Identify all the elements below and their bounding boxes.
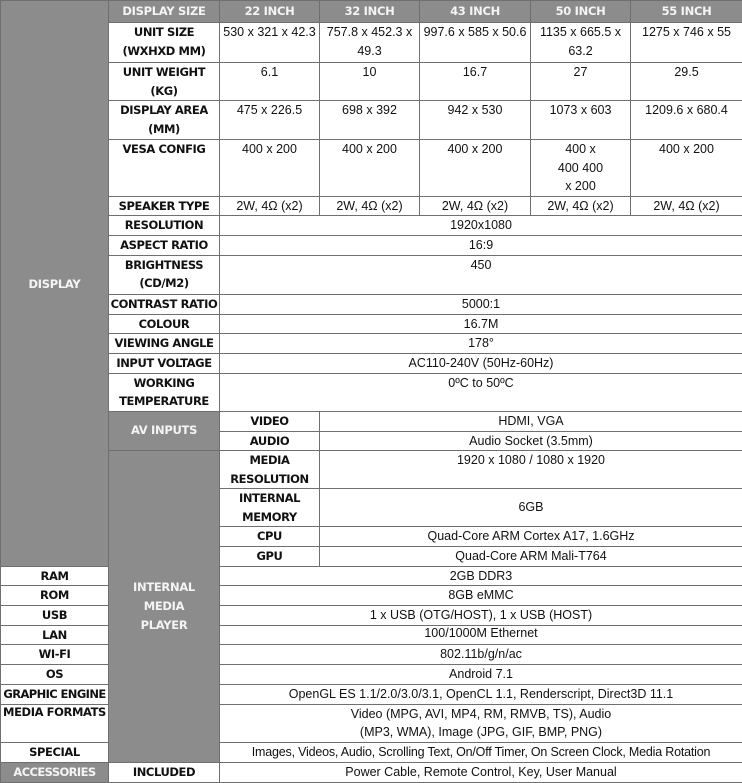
table-row [1, 101, 742, 140]
table-row [1, 451, 742, 489]
cell-audio: Audio Socket (3.5mm) [320, 431, 742, 451]
cell-display-area-22: 475 x 226.5 [220, 101, 320, 140]
cell-unit-weight-50: 27 [531, 63, 631, 101]
table-row [1, 196, 742, 216]
cell-resolution: 1920x1080 [220, 216, 742, 236]
cell-vesa-22: 400 x 200 [220, 140, 320, 197]
row-label-gpu: GPU [220, 547, 320, 567]
row-label-working-temperature: WORKING TEMPERATURE [109, 373, 220, 411]
cell-vesa-32: 400 x 200 [320, 140, 420, 197]
row-label-contrast-ratio: CONTRAST RATIO [109, 294, 220, 314]
cell-working-temperature: 0ºC to 50ºC [220, 373, 742, 411]
section-av-inputs: AV INPUTS [109, 411, 220, 451]
row-label-colour: COLOUR [109, 314, 220, 334]
cell-speaker-43: 2W, 4Ω (x2) [420, 196, 531, 216]
row-label-resolution: RESOLUTION [109, 216, 220, 236]
row-label-graphic-engine: GRAPHIC ENGINE [1, 684, 109, 704]
table-row [1, 411, 742, 431]
cell-unit-size-32: 757.8 x 452.3 x 49.3 [320, 23, 420, 63]
cell-viewing-angle: 178° [220, 334, 742, 354]
row-label-video: VIDEO [220, 411, 320, 431]
cell-unit-weight-43: 16.7 [420, 63, 531, 101]
section-accessories: ACCESSORIES [1, 762, 109, 782]
table-row [1, 255, 742, 294]
cell-os: Android 7.1 [220, 665, 742, 685]
cell-unit-size-55: 1275 x 746 x 55 [631, 23, 742, 63]
row-label-included: INCLUDED [109, 762, 220, 782]
cell-brightness: 450 [220, 255, 742, 294]
row-label-viewing-angle: VIEWING ANGLE [109, 334, 220, 354]
row-label-lan: LAN [1, 625, 109, 645]
cell-special: Images, Videos, Audio, Scrolling Text, On/Off Timer, On Screen Clock, Media Rotation [220, 742, 742, 762]
table-row [1, 294, 742, 314]
row-label-display-area: DISPLAY AREA (MM) [109, 101, 220, 140]
table-row [1, 353, 742, 373]
row-label-brightness: BRIGHTNESS (CD/M2) [109, 255, 220, 294]
row-label-usb: USB [1, 606, 109, 626]
header-size-32: 32 INCH [320, 1, 420, 23]
row-label-cpu: CPU [220, 527, 320, 547]
table-row [1, 216, 742, 236]
cell-unit-weight-22: 6.1 [220, 63, 320, 101]
cell-unit-weight-32: 10 [320, 63, 420, 101]
header-size-50: 50 INCH [531, 1, 631, 23]
table-row [1, 23, 742, 63]
cell-aspect-ratio: 16:9 [220, 235, 742, 255]
cell-usb: 1 x USB (OTG/HOST), 1 x USB (HOST) [220, 606, 742, 626]
row-label-ram: RAM [1, 566, 109, 586]
cell-display-area-50: 1073 x 603 [531, 101, 631, 140]
cell-cpu: Quad-Core ARM Cortex A17, 1.6GHz [320, 527, 742, 547]
row-label-special: SPECIAL [1, 742, 109, 762]
row-label-audio: AUDIO [220, 431, 320, 451]
row-label-internal-memory: INTERNAL MEMORY [220, 489, 320, 527]
table-row [1, 762, 742, 782]
cell-colour: 16.7M [220, 314, 742, 334]
table-row [1, 140, 742, 197]
cell-display-area-43: 942 x 530 [420, 101, 531, 140]
cell-display-area-55: 1209.6 x 680.4 [631, 101, 742, 140]
row-label-aspect-ratio: ASPECT RATIO [109, 235, 220, 255]
cell-vesa-50: 400 x 400 400 x 200 [531, 140, 631, 197]
header-size-22: 22 INCH [220, 1, 320, 23]
cell-speaker-32: 2W, 4Ω (x2) [320, 196, 420, 216]
cell-display-area-32: 698 x 392 [320, 101, 420, 140]
cell-ram: 2GB DDR3 [220, 566, 742, 586]
row-label-wifi: WI-FI [1, 645, 109, 665]
cell-contrast-ratio: 5000:1 [220, 294, 742, 314]
cell-speaker-22: 2W, 4Ω (x2) [220, 196, 320, 216]
header-display-size: DISPLAY SIZE [109, 1, 220, 23]
section-internal-media-player: INTERNAL MEDIA PLAYER [109, 451, 220, 763]
cell-rom: 8GB eMMC [220, 586, 742, 606]
cell-unit-size-43: 997.6 x 585 x 50.6 [420, 23, 531, 63]
section-display: DISPLAY [1, 1, 109, 567]
cell-speaker-50: 2W, 4Ω (x2) [531, 196, 631, 216]
cell-speaker-55: 2W, 4Ω (x2) [631, 196, 742, 216]
cell-gpu: Quad-Core ARM Mali-T764 [320, 547, 742, 567]
cell-media-resolution: 1920 x 1080 / 1080 x 1920 [320, 451, 742, 489]
cell-unit-size-50: 1135 x 665.5 x 63.2 [531, 23, 631, 63]
cell-input-voltage: AC110-240V (50Hz-60Hz) [220, 353, 742, 373]
table-row [1, 314, 742, 334]
row-label-media-formats: MEDIA FORMATS [1, 704, 109, 742]
cell-graphic-engine: OpenGL ES 1.1/2.0/3.0/3.1, OpenCL 1.1, Renderscript, Direct3D 11.1 [220, 684, 742, 704]
cell-video: HDMI, VGA [320, 411, 742, 431]
row-label-unit-weight: UNIT WEIGHT (KG) [109, 63, 220, 101]
row-label-media-resolution: MEDIA RESOLUTION [220, 451, 320, 489]
cell-lan: 100/1000M Ethernet [220, 625, 742, 645]
cell-wifi: 802.11b/g/n/ac [220, 645, 742, 665]
row-label-os: OS [1, 665, 109, 685]
table-row [1, 334, 742, 354]
header-size-43: 43 INCH [420, 1, 531, 23]
header-row [1, 1, 742, 23]
cell-internal-memory: 6GB [320, 489, 742, 527]
cell-vesa-43: 400 x 200 [420, 140, 531, 197]
table-row [1, 63, 742, 101]
row-label-input-voltage: INPUT VOLTAGE [109, 353, 220, 373]
row-label-rom: ROM [1, 586, 109, 606]
table-row [1, 373, 742, 411]
row-label-speaker-type: SPEAKER TYPE [109, 196, 220, 216]
cell-unit-weight-55: 29.5 [631, 63, 742, 101]
table-row [1, 235, 742, 255]
cell-media-formats: Video (MPG, AVI, MP4, RM, RMVB, TS), Audio (MP3, WMA), Image (JPG, GIF, BMP, PNG) [220, 704, 742, 742]
cell-vesa-55: 400 x 200 [631, 140, 742, 197]
cell-unit-size-22: 530 x 321 x 42.3 [220, 23, 320, 63]
row-label-unit-size: UNIT SIZE (WXHXD MM) [109, 23, 220, 63]
header-size-55: 55 INCH [631, 1, 742, 23]
cell-included: Power Cable, Remote Control, Key, User Manual [220, 762, 742, 782]
row-label-vesa-config: VESA CONFIG [109, 140, 220, 197]
